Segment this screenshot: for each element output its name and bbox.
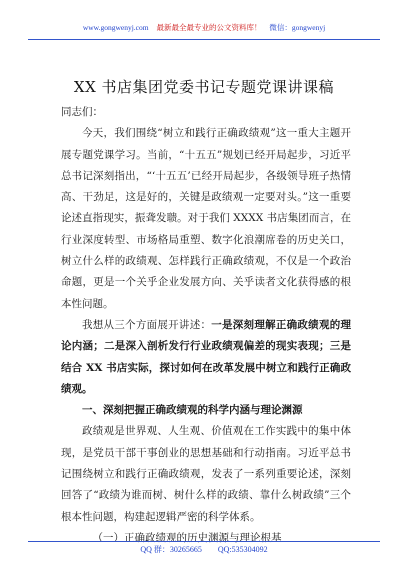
outline-lead: 我想从三个方面展开讲述： bbox=[82, 318, 212, 331]
site-header bbox=[0, 22, 408, 33]
salutation: 同志们： bbox=[61, 106, 103, 118]
subsection-heading-1: （一）正确政绩观的历史渊源与理论根基 bbox=[92, 531, 282, 544]
qq-group-text: QQ 群：30265665 bbox=[140, 545, 202, 554]
wechat-id: 微信：gongwenyj bbox=[269, 23, 326, 32]
paragraph-outline bbox=[61, 315, 351, 400]
paragraph-intro: 今天，我们围绕“树立和践行正确政绩观”这一重大主题开展专题党课学习。当前，“十五五”规划已经开局起步，习近平总书记深刻指出，“‘十五五’已经开局起步，各级领导班子热情高、干劲足，这是好的，关键是政绩观一定要对头。”这一重要论述直指现实，振聋发聩。对于我们 XXXX 书店集团而言，在行业深度转型、市场格局重塑、数字化浪潮席卷的历史关口，树立什么样的政绩观、怎样践行正确政绩观，不仅是一个政治命题，更是一个关乎企业发展方向、关乎读者文化获得感的根本性问题。 bbox=[61, 127, 351, 310]
site-url-link[interactable]: www.gongwenyj.com bbox=[82, 23, 149, 32]
document-body bbox=[61, 102, 351, 549]
outline-points: 一是深刻理解正确政绩观的理论内涵；二是深入剖析发行行业政绩观偏差的现实表现；三是结合 XX 书店实际，探讨如何在改革发展中树立和践行正确政绩观。 bbox=[61, 318, 351, 395]
header-divider bbox=[28, 39, 380, 40]
qq-text: QQ:535304092 bbox=[217, 545, 268, 554]
document-title: XX 书店集团党委书记专题党课讲课稿 bbox=[73, 78, 335, 96]
footer-divider bbox=[28, 541, 380, 542]
site-slogan: 最新最全最专业的公文资料库！ bbox=[156, 23, 262, 32]
site-footer bbox=[0, 544, 408, 555]
paragraph-section1: 政绩观是世界观、人生观、价值观在工作实践中的集中体现，是党员干部干事创业的思想基础和行动指南。习近平总书记围绕树立和践行正确政绩观，发表了一系列重要论述，深刻回答了“政绩为谁而树、树什么样的政绩、靠什么树政绩”三个根本性问题，构建起逻辑严密的科学体系。 bbox=[61, 425, 351, 523]
section-heading-1: 一、深刻把握正确政绩观的科学内涵与理论渊源 bbox=[82, 404, 303, 417]
